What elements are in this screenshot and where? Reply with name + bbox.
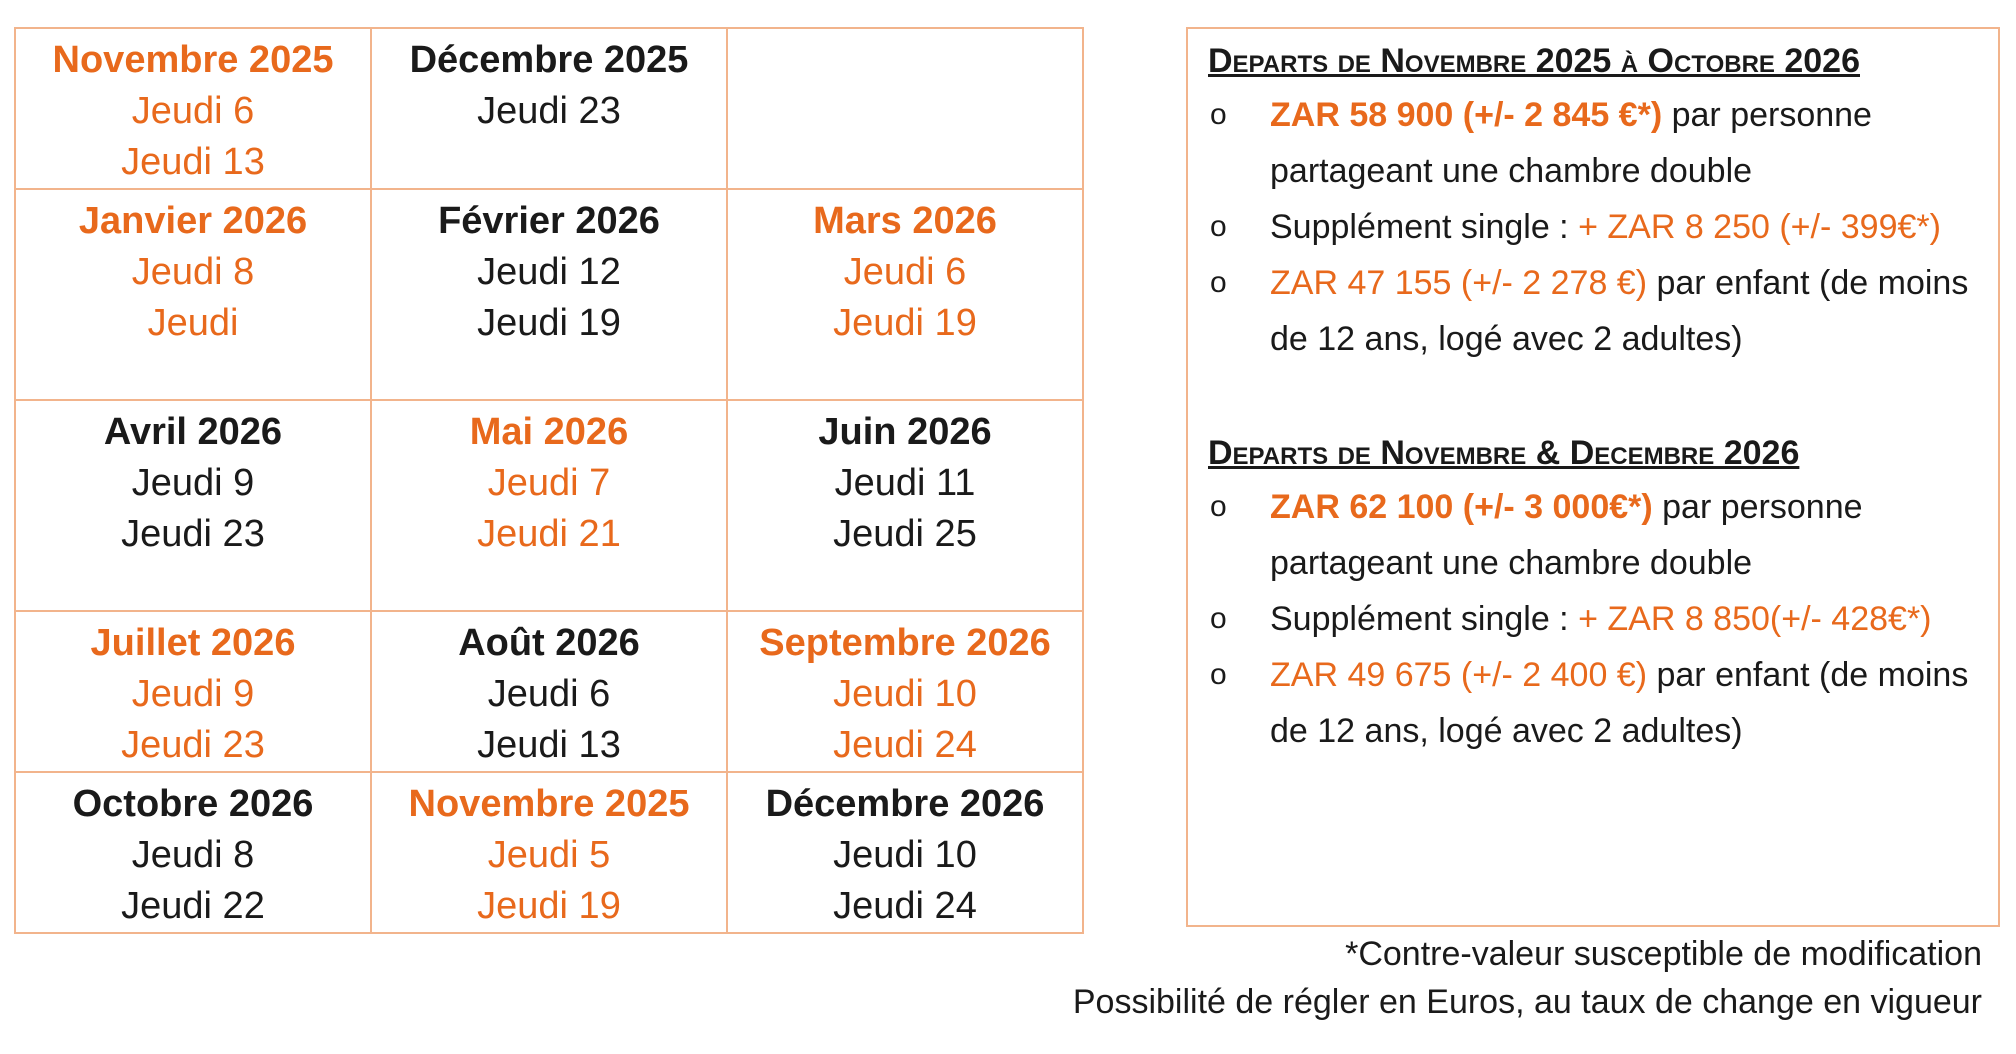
month-cell — [15, 611, 371, 772]
table-row — [15, 400, 1083, 611]
departure-date: Jeudi 6 — [843, 251, 967, 293]
single-supplement-price: + ZAR 8 250 (+/- 399€*) — [1578, 208, 1941, 246]
month-cell — [727, 28, 1083, 189]
section2-price-list — [1208, 479, 1998, 759]
departure-date: Jeudi 11 — [834, 462, 976, 504]
single-supplement-label: Supplément single : — [1270, 600, 1579, 638]
exchange-rate-note: *Contre-valeur susceptible de modification — [1345, 935, 1982, 973]
departure-date: Jeudi 7 — [487, 462, 611, 504]
month-title: Novembre 2025 — [52, 39, 334, 81]
departure-date: Jeudi 21 — [477, 513, 621, 555]
departure-date: Jeudi 6 — [487, 673, 611, 715]
price-child: ZAR 49 675 (+/- 2 400 €) — [1270, 656, 1648, 694]
departure-date: Jeudi 9 — [131, 673, 255, 715]
month-title: Février 2026 — [438, 200, 660, 242]
month-cell — [15, 189, 371, 400]
table-row — [15, 189, 1083, 400]
month-title: Juillet 2026 — [90, 622, 296, 664]
circle-bullet-icon: o — [1210, 602, 1227, 635]
departure-date: Jeudi 23 — [121, 513, 265, 555]
month-title: Novembre 2025 — [408, 783, 690, 825]
section1-price-list — [1208, 87, 1998, 367]
departure-date: Jeudi 19 — [833, 302, 977, 344]
list-item — [1208, 647, 1998, 759]
departure-date: Jeudi 13 — [477, 724, 621, 766]
single-supplement-price: + ZAR 8 850(+/- 428€*) — [1578, 600, 1932, 638]
circle-bullet-icon: o — [1210, 210, 1227, 243]
month-cell — [371, 611, 727, 772]
circle-bullet-icon: o — [1210, 490, 1227, 523]
month-title: Septembre 2026 — [759, 622, 1051, 664]
price-child-desc: par enfant (de moins de 12 ans, logé avec 2 adultes) — [1270, 264, 1969, 358]
list-item — [1208, 479, 1998, 591]
month-title: Avril 2026 — [103, 411, 283, 453]
month-title: Janvier 2026 — [78, 200, 308, 242]
circle-bullet-icon: o — [1210, 658, 1227, 691]
month-cell — [15, 772, 371, 933]
section1-heading: Departs de Novembre 2025 à Octobre 2026 — [1208, 42, 1860, 80]
price-adult: ZAR 58 900 (+/- 2 845 €*) — [1270, 96, 1663, 134]
payment-note: Possibilité de régler en Euros, au taux de change en vigueur — [1072, 983, 1982, 1021]
price-child: ZAR 47 155 (+/- 2 278 €) — [1270, 264, 1648, 302]
table-row — [15, 611, 1083, 772]
departure-date: Jeudi 19 — [477, 302, 621, 344]
month-title: Août 2026 — [458, 622, 640, 664]
departure-date: Jeudi 9 — [131, 462, 255, 504]
month-cell — [727, 772, 1083, 933]
list-item — [1208, 255, 1998, 367]
departure-date: Jeudi 8 — [131, 251, 255, 293]
price-adult: ZAR 62 100 (+/- 3 000€*) — [1270, 488, 1653, 526]
month-title: Mars 2026 — [813, 200, 997, 242]
month-cell — [727, 400, 1083, 611]
departure-date: Jeudi 19 — [477, 885, 621, 927]
departure-date: Jeudi 13 — [121, 141, 265, 183]
departure-date: Jeudi 10 — [833, 834, 977, 876]
month-title: Décembre 2026 — [765, 783, 1045, 825]
price-panel — [1186, 27, 2000, 927]
departure-date: Jeudi — [147, 302, 239, 344]
list-item — [1208, 591, 1998, 647]
price-child-desc: par enfant (de moins de 12 ans, logé avec 2 adultes) — [1270, 656, 1969, 750]
month-cell — [371, 28, 727, 189]
table-row — [15, 772, 1083, 933]
month-cell — [15, 400, 371, 611]
departure-date: Jeudi 25 — [833, 513, 977, 555]
departure-date: Jeudi 24 — [833, 724, 977, 766]
month-cell — [371, 772, 727, 933]
month-title: Décembre 2025 — [409, 39, 689, 81]
price-adult-desc: par personne partageant une chambre double — [1270, 96, 1872, 190]
departure-date: Jeudi 8 — [131, 834, 255, 876]
departure-date: Jeudi 6 — [131, 90, 255, 132]
month-cell — [727, 611, 1083, 772]
month-cell — [371, 189, 727, 400]
list-item — [1208, 199, 1998, 255]
list-item — [1208, 87, 1998, 199]
calendar-body — [15, 28, 1083, 933]
departure-date: Jeudi 12 — [477, 251, 621, 293]
price-adult-desc: par personne partageant une chambre double — [1270, 488, 1863, 582]
month-title: Mai 2026 — [469, 411, 629, 453]
departure-date: Jeudi 22 — [121, 885, 265, 927]
table-row — [15, 28, 1083, 189]
month-title: Juin 2026 — [818, 411, 992, 453]
circle-bullet-icon: o — [1210, 266, 1227, 299]
departure-date: Jeudi 10 — [833, 673, 977, 715]
circle-bullet-icon: o — [1210, 98, 1227, 131]
month-cell — [371, 400, 727, 611]
departure-date: Jeudi 5 — [487, 834, 611, 876]
departure-date: Jeudi 23 — [477, 90, 621, 132]
month-cell — [727, 189, 1083, 400]
single-supplement-label: Supplément single : — [1270, 208, 1579, 246]
departure-calendar — [14, 27, 1084, 934]
section2-heading: Departs de Novembre & Decembre 2026 — [1208, 434, 1800, 472]
month-cell — [15, 28, 371, 189]
month-title: Octobre 2026 — [72, 783, 314, 825]
departure-date: Jeudi 24 — [833, 885, 977, 927]
departure-date: Jeudi 23 — [121, 724, 265, 766]
